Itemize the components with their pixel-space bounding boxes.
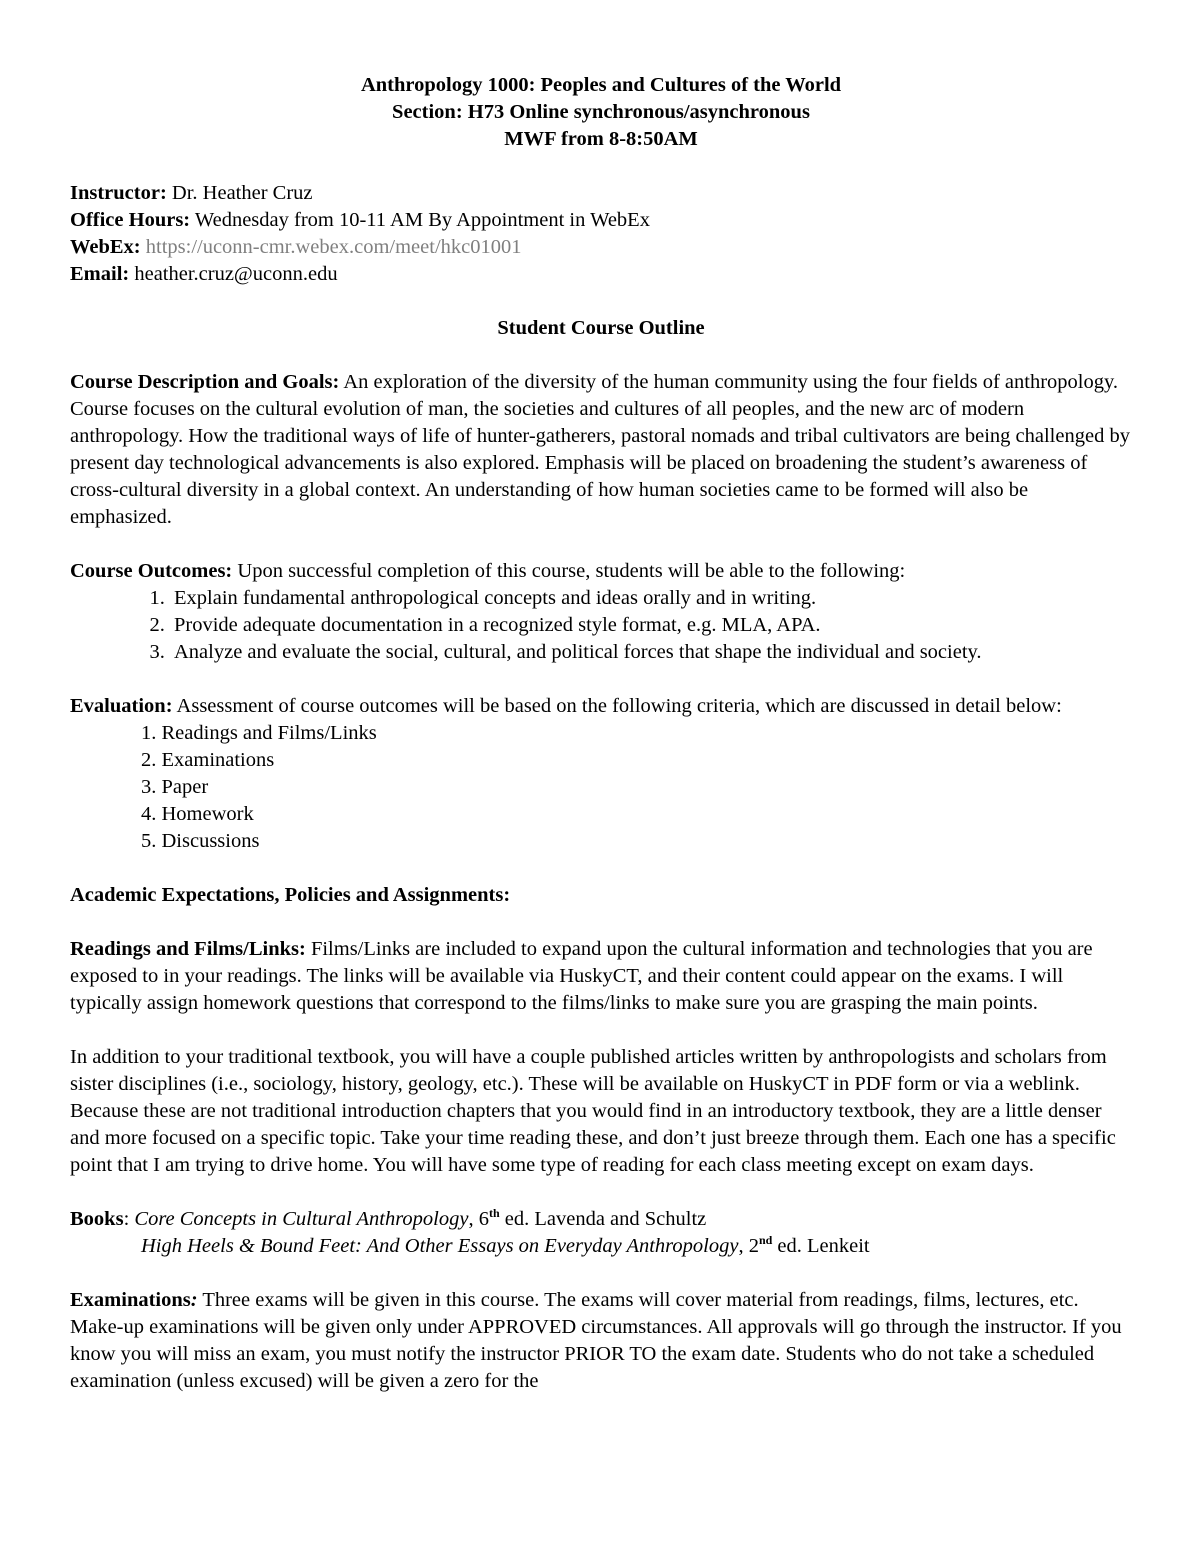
outline-title: Student Course Outline: [497, 317, 705, 339]
syllabus-page: [70, 72, 1132, 1395]
book-line-1: Books: Core Concepts in Cultural Anthropology, 6th ed. Lavenda and Schultz: [70, 1206, 707, 1230]
outcome-item: 3. Analyze and evaluate the social, cultural, and political forces that shape the individual and society.: [170, 639, 1132, 666]
outcome-item: 2. Provide adequate documentation in a recognized style format, e.g. MLA, APA.: [170, 612, 1132, 639]
evaluation-list: [70, 720, 1132, 855]
evaluation-item: 4. Homework: [141, 803, 254, 825]
outcome-item: 1. Explain fundamental anthropological concepts and ideas orally and in writing.: [170, 585, 1132, 612]
evaluation-item: 2. Examinations: [141, 749, 275, 771]
email-line: [70, 261, 1132, 288]
examinations-paragraph: Examinations: Three exams will be given in this course. The exams will cover material from readings, films, lectures, etc. Make-up examinations will be given only under APPROVED circumstances. All approvals will go through the instructor. If you know you will miss an exam, you must notify the instructor PRIOR TO the exam date. Students who do not take a scheduled examination (unless excused) will be given a zero for the: [70, 1289, 1122, 1392]
email-label: Email:: [70, 263, 130, 285]
book-title: Core Concepts in Cultural Anthropology: [134, 1208, 469, 1230]
book-title: High Heels & Bound Feet: And Other Essays on Everyday Anthropology: [141, 1235, 739, 1257]
evaluation-label: Evaluation:: [70, 695, 173, 717]
office-hours-value: Wednesday from 10-11 AM By Appointment in WebEx: [194, 209, 650, 231]
examinations-text: Three exams will be given in this course. The exams will cover material from readings, films, lectures, etc. Make-up examinations will be given only under APPROVED circumstances. All approvals will go through the instructor. If you know you will miss an exam, you must notify the instructor PRIOR TO the exam date. Students who do not take a scheduled examination (unless excused) will be given a zero for the: [70, 1289, 1122, 1392]
evaluation-text: Assessment of course outcomes will be based on the following criteria, which are discussed in detail below:: [176, 695, 1062, 717]
evaluation-item: 5. Discussions: [141, 830, 260, 852]
books-section: [70, 1206, 1132, 1260]
outcomes-intro: Upon successful completion of this course, students will be able to the following:: [237, 560, 906, 582]
email-value: heather.cruz@uconn.edu: [134, 263, 338, 285]
outcomes-label: Course Outcomes:: [70, 560, 233, 582]
outcomes-list: [70, 585, 1132, 666]
webex-label: WebEx:: [70, 236, 141, 258]
webex-line: [70, 234, 1132, 261]
instructor-label: Instructor:: [70, 182, 167, 204]
course-outcomes: [70, 558, 1132, 666]
contact-info: [70, 180, 1132, 288]
evaluation-item: 3. Paper: [141, 776, 209, 798]
office-hours-label: Office Hours:: [70, 209, 191, 231]
office-hours-line: [70, 207, 1132, 234]
readings-paragraph-2: In addition to your traditional textbook, you will have a couple published articles written by anthropologists and scholars from sister disciplines (i.e., sociology, history, geology, etc.). These will be available on HuskyCT in PDF form or via a weblink. Because these are not traditional introduction chapters that you would find in an introductory textbook, they are a little denser and more focused on a specific topic. Take your time reading these, and don’t just breeze through them. Each one has a specific point that I am trying to drive home. You will have some type of reading for each class meeting except on exam days.: [70, 1046, 1116, 1176]
evaluation-item: 1. Readings and Films/Links: [141, 722, 377, 744]
policies-heading: Academic Expectations, Policies and Assignments:: [70, 884, 511, 906]
readings-label: Readings and Films/Links:: [70, 938, 306, 960]
readings-text: Films/Links are included to expand upon the cultural information and technologies that you are exposed to in your readings. The links will be available via HuskyCT, and their content could appear on the exams. I will typically assign homework questions that correspond to the films/links to make sure you are grasping the main points.: [70, 938, 1093, 1014]
course-title: Anthropology 1000: Peoples and Cultures of the World: [360, 74, 842, 96]
course-description: [70, 369, 1132, 531]
document-header: [70, 72, 1132, 153]
webex-link[interactable]: https://uconn-cmr.webex.com/meet/hkc01001: [145, 236, 522, 258]
instructor-line: [70, 180, 1132, 207]
instructor-value: Dr. Heather Cruz: [171, 182, 313, 204]
examinations-label: Examinations: [70, 1289, 191, 1311]
course-schedule: MWF from 8-8:50AM: [504, 128, 698, 150]
description-label: Course Description and Goals:: [70, 371, 340, 393]
book-line-2: High Heels & Bound Feet: And Other Essays on Everyday Anthropology, 2nd ed. Lenkeit: [141, 1233, 870, 1257]
books-label: Books: [70, 1208, 124, 1230]
readings-paragraph: [70, 936, 1132, 1017]
description-text: An exploration of the diversity of the human community using the four fields of anthropology. Course focuses on the cultural evolution of man, the societies and cultures of all peoples, and the new arc of modern anthropology. How the traditional ways of life of hunter-gatherers, pastoral nomads and tribal cultivators are being challenged by present day technological advancements is also explored. Emphasis will be placed on broadening the student’s awareness of cross-cultural diversity in a global context. An understanding of how human societies came to be formed will also be emphasized.: [70, 371, 1130, 528]
evaluation-section: [70, 693, 1132, 855]
course-section: Section: H73 Online synchronous/asynchronous: [392, 101, 810, 123]
